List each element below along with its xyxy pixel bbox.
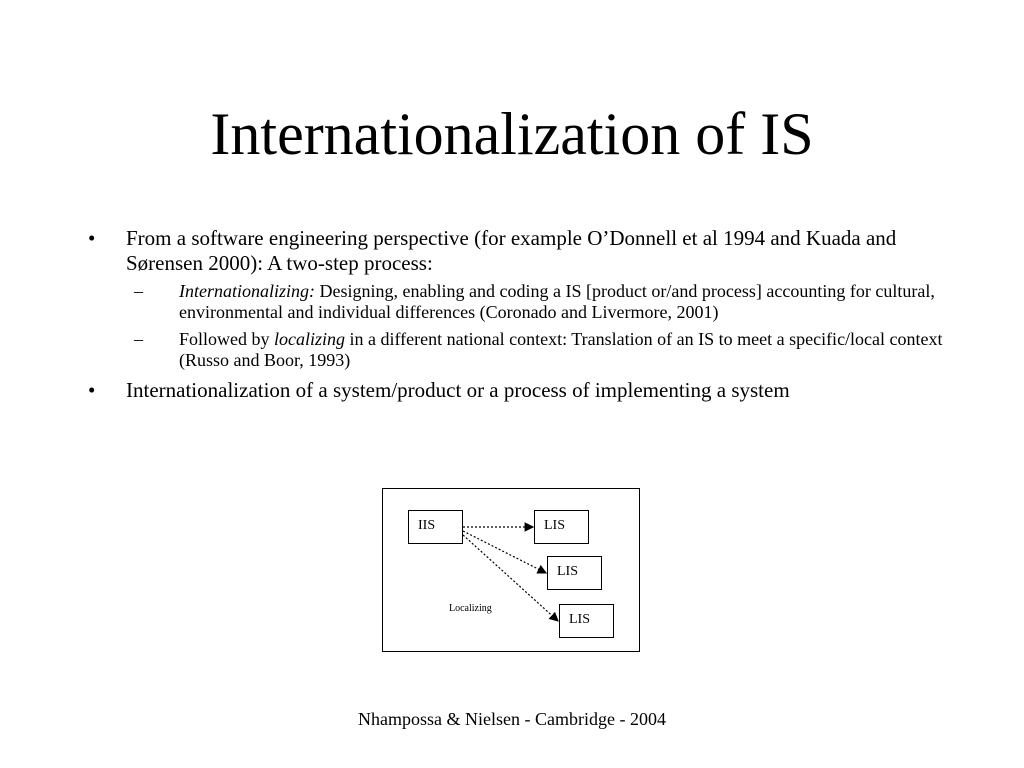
bullet-marker: •	[88, 226, 96, 250]
lis-box: LIS	[559, 604, 614, 638]
term-internationalizing: Internationalizing:	[179, 281, 315, 301]
iis-box: IIS	[408, 510, 463, 544]
sub-bullet-text: Designing, enabling and coding a IS [product or/and process] accounting for cultural, environmental and individual differences (Coronado and Livermore, 2001)	[179, 281, 935, 322]
term-localizing: localizing	[274, 329, 346, 349]
localizing-label: Localizing	[449, 603, 492, 614]
bullet-text: Internationalization of a system/product or a process of implementing a system	[126, 378, 790, 402]
lis-box: LIS	[547, 556, 602, 590]
sub-bullet-item	[134, 329, 968, 371]
sub-bullet-prefix: Followed by	[179, 329, 275, 349]
bullet-text: From a software engineering perspective (for example O’Donnell et al 1994 and Kuada and Sørensen 2000): A two-step process:	[126, 226, 897, 275]
localization-diagram	[382, 488, 640, 652]
slide-footer: Nhampossa & Nielsen - Cambridge - 2004	[358, 709, 666, 729]
bullet-marker: •	[88, 378, 96, 402]
bullet-list	[88, 226, 968, 403]
bullet-item	[88, 378, 968, 403]
slide-title: Internationalization of IS	[210, 101, 814, 167]
sub-bullet-marker: –	[134, 329, 143, 349]
bullet-item	[88, 226, 968, 371]
sub-bullet-list	[126, 281, 968, 371]
sub-bullet-item	[134, 281, 968, 323]
sub-bullet-marker: –	[134, 281, 143, 301]
sub-bullet-text: in a different national context: Translation of an IS to meet a specific/local context (Russo and Boor, 1993)	[179, 329, 943, 370]
lis-box: LIS	[534, 510, 589, 544]
